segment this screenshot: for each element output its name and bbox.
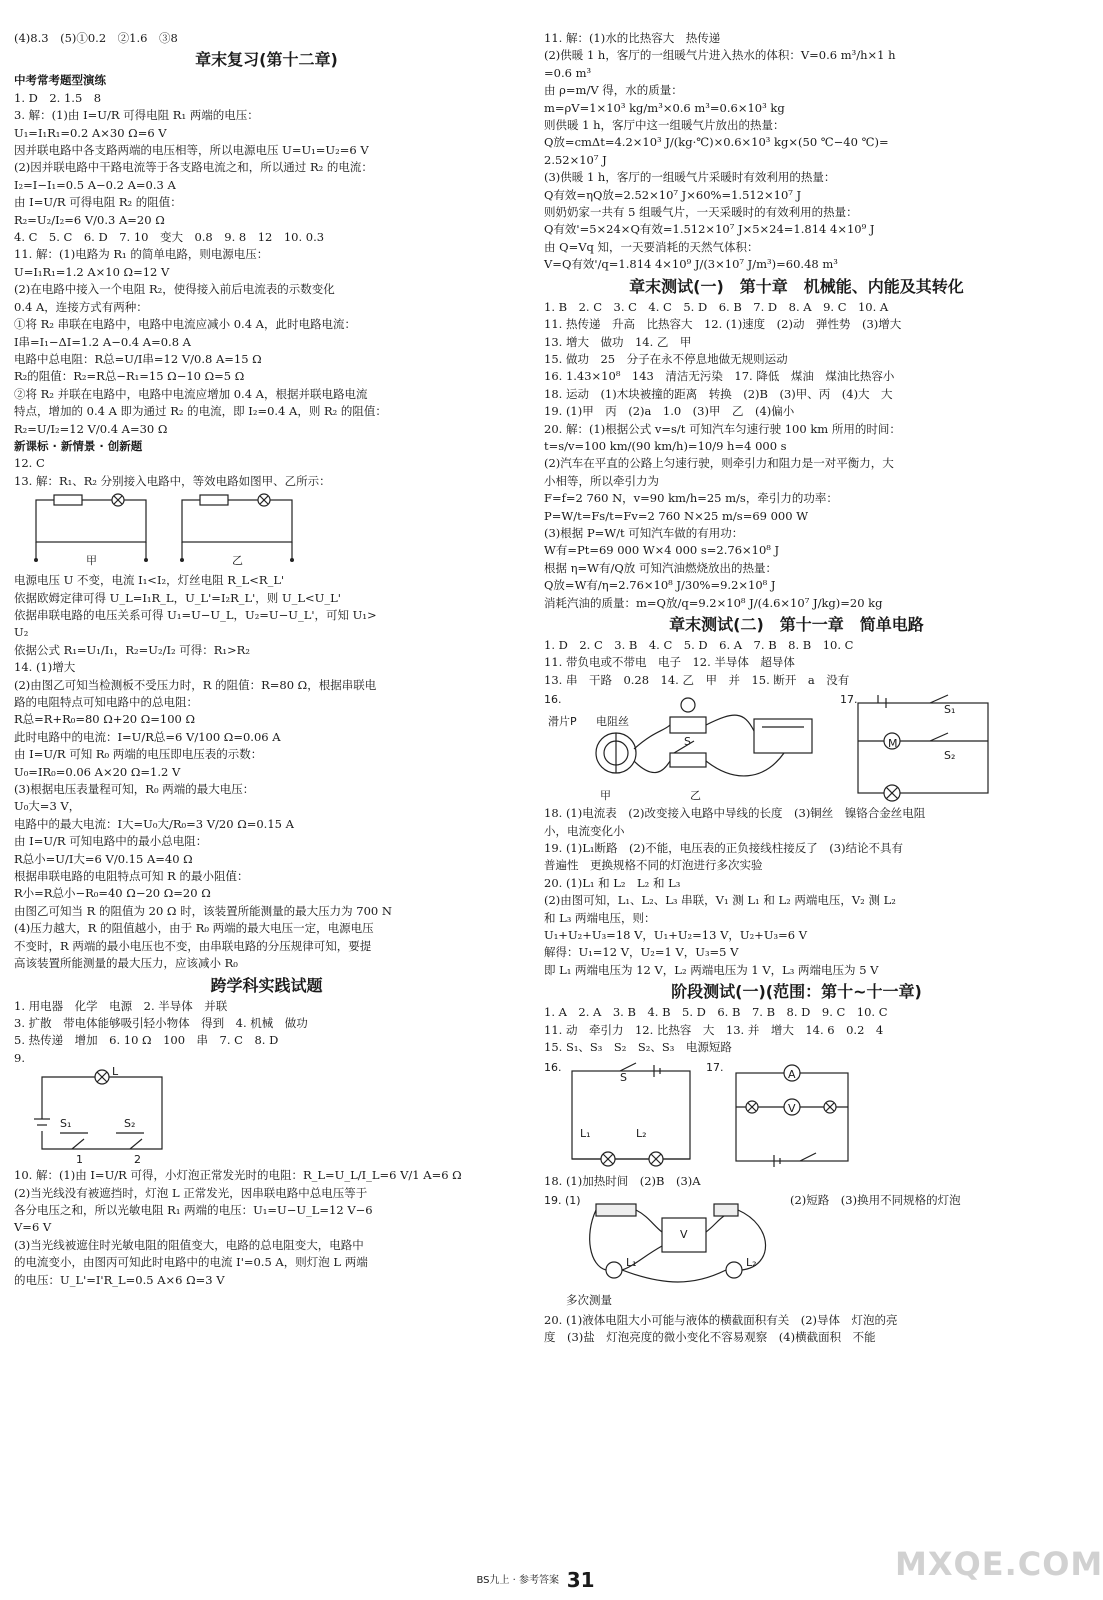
- lamp-label: L₂: [746, 1255, 757, 1269]
- answer-line: 特点，增加的 0.4 A 即为通过 R₂ 的电流，即 I₂=0.4 A，则 R₂ 的阻值：: [14, 404, 387, 419]
- figure-label-b: 乙: [690, 789, 701, 803]
- answer-line: R总小=U/I大=6 V/0.15 A=40 Ω: [14, 851, 193, 866]
- meter-label: V: [680, 1227, 688, 1241]
- question-number: 16.: [544, 693, 562, 707]
- watermark-logo: MXQE.COM: [895, 1545, 1103, 1583]
- answer-line: 度 (3)盐 灯泡亮度的微小变化不容易观察 (4)横截面积 不能: [544, 1330, 876, 1345]
- answer-block: [14, 72, 519, 490]
- meter-label: A: [788, 1067, 796, 1081]
- answer-line: t=s/v=100 km/(90 km/h)=10/9 h=4 000 s: [544, 438, 787, 453]
- answer-line: 13. 串 干路 0.28 14. 乙 甲 并 15. 断开 a 没有: [544, 672, 850, 687]
- answer-line: 路的电阻特点可知电路中的总电阻：: [14, 695, 198, 709]
- answer-line: R总=R+R₀=80 Ω+20 Ω=100 Ω: [14, 712, 196, 727]
- answer-line: U₂: [14, 625, 29, 640]
- circuit-figure-16-17: [544, 691, 1049, 803]
- answer-line: (3)根据电压表量程可知，R₀ 两端的最大电压：: [14, 782, 255, 797]
- switch-label: S₁: [944, 703, 956, 717]
- answer-line: 小，电流变化小: [544, 823, 625, 838]
- footer-text: BS九上 · 参考答案: [476, 1575, 560, 1586]
- answer-line: 普遍性 更换规格不同的灯泡进行多次实验: [544, 858, 763, 873]
- answer-line: 2.52×10⁷ J: [544, 152, 607, 167]
- answer-line: 18. (1)加热时间 (2)B (3)A: [544, 1173, 701, 1188]
- answer-line: 19. (1)甲 丙 (2)a 1.0 (3)甲 乙 (4)偏小: [544, 404, 795, 419]
- answer-line: 此时电路中的电流：I=U/R总=6 V/100 Ω=0.06 A: [14, 729, 281, 744]
- answer-line: 11. 热传递 升高 比热容大 12. (1)速度 (2)动 弹性势 (3)增大: [544, 317, 902, 332]
- answer-line: 根据串联电路的电阻特点可知 R 的最小阻值：: [14, 869, 249, 884]
- answer-block: [544, 1004, 1049, 1056]
- answer-line: I串=I₁−ΔI=1.2 A−0.4 A=0.8 A: [14, 334, 191, 349]
- answer-line: U=I₁R₁=1.2 A×10 Ω=12 V: [14, 264, 170, 279]
- answer-line: W有=Pt=69 000 W×4 000 s=2.76×10⁸ J: [544, 543, 780, 558]
- circuit-diagram: [14, 492, 314, 570]
- answer-line: U₀大=3 V，: [14, 799, 81, 814]
- circuit-figure-19: [544, 1192, 1049, 1310]
- answer-line: R小=R总小−R₀=40 Ω−20 Ω=20 Ω: [14, 886, 211, 901]
- answer-line: 和 L₃ 两端电压，则：: [544, 910, 656, 925]
- lamp-label: L₁: [580, 1126, 591, 1140]
- resistor-label: 电阻丝: [596, 715, 629, 729]
- answer-line: 14. (1)增大: [14, 660, 76, 675]
- motor-label: M: [888, 737, 898, 751]
- answer-block: [544, 637, 1049, 689]
- section-title: 章末测试(一) 第十章 机械能、内能及其转化: [629, 276, 964, 296]
- answer-line: 电路中总电阻：R总=U/I串=12 V/0.8 A=15 Ω: [14, 351, 262, 366]
- answer-line: 电源电压 U 不变，电流 I₁<I₂，灯丝电阻 R_L<R_L': [14, 573, 285, 588]
- section-title: 章末复习(第十二章): [195, 50, 338, 70]
- answer-line: 0.4 A，连接方式有两种：: [14, 299, 148, 314]
- answer-line: (3)当光线被遮住时光敏电阻的阻值变大，电路的总电阻变大，电路中: [14, 1237, 364, 1252]
- circuit-diagram: [568, 1065, 698, 1169]
- answer-line: (4)压力越大，R 的阻值越小，由于 R₀ 两端的最大电压一定，电源电压: [14, 921, 374, 936]
- answer-line: U₀=IR₀=0.06 A×20 Ω=1.2 V: [14, 764, 181, 779]
- answer-line: (2)在电路中接入一个电阻 R₂，使得接入前后电流表的示数变化: [14, 282, 335, 297]
- answer-line: 18. (1)电流表 (2)改变接入电路中导线的长度 (3)铜丝 镍铬合金丝电阻: [544, 806, 926, 821]
- answer-line: 解得：U₁=12 V，U₂=1 V，U₃=5 V: [544, 945, 739, 960]
- answer-line: 由 I=U/R 可得电阻 R₂ 的阻值：: [14, 195, 182, 210]
- answer-line: (2)由图乙可知当检测板不受压力时，R 的阻值：R=80 Ω，根据串联电: [14, 677, 377, 692]
- answer-line: 3. 扩散 带电体能够吸引轻小物体 得到 4. 机械 做功: [14, 1015, 308, 1030]
- contact-label: 1: [76, 1153, 83, 1167]
- slider-label: 滑片P: [548, 715, 577, 729]
- answer-line: 不变时，R 两端的最小电压也不变，由串联电路的分压规律可知，要提: [14, 938, 372, 953]
- answer-line: 则奶奶家一共有 5 组暖气片，一天采暖时的有效利用的热量：: [544, 205, 858, 220]
- answer-line: 各分电压之和，所以光敏电阻 R₁ 两端的电压：U₁=U−U_L=12 V−6: [14, 1202, 373, 1217]
- answer-line: 由 I=U/R 可知电路中的最小总电阻：: [14, 834, 208, 849]
- answer-text: 多次测量: [566, 1292, 612, 1307]
- answer-line: 中考常考题型演练: [14, 73, 106, 88]
- answer-line: V=Q有效'/q=1.814 4×10⁹ J/(3×10⁷ J/m³)=60.48 m³: [544, 257, 838, 272]
- circuit-diagram: [584, 1196, 784, 1292]
- answer-line: ②将 R₂ 并联在电路中，电路中电流应增加 0.4 A，根据并联电路电流: [14, 386, 368, 401]
- answer-line: ①将 R₂ 串联在电路中，电路中电流应减小 0.4 A，此时电路电流：: [14, 317, 356, 332]
- answer-line: 16. 1.43×10⁸ 143 清洁无污染 17. 降低 煤油 煤油比热容小: [544, 369, 895, 384]
- answer-line: 10. 解：(1)由 I=U/R 可得，小灯泡正常发光时的电阻：R_L=U_L/I_L=6 V/1 A=6 Ω: [14, 1168, 462, 1183]
- answer-block: [14, 572, 519, 972]
- switch-label: S: [620, 1070, 627, 1084]
- page-number: 31: [566, 1568, 595, 1592]
- lamp-label: L₂: [636, 1126, 647, 1140]
- answer-line: Q放=cmΔt=4.2×10³ J/(kg·℃)×0.6×10³ kg×(50 ℃−40 ℃)=: [544, 135, 889, 150]
- answer-line: 5. 热传递 增加 6. 10 Ω 100 串 7. C 8. D: [14, 1033, 279, 1048]
- figure-label-a: 甲: [86, 554, 97, 568]
- answer-line: 因并联电路中各支路两端的电压相等，所以电源电压 U=U₁=U₂=6 V: [14, 143, 369, 158]
- answer-line: (3)根据 P=W/t 可知汽车做的有用功：: [544, 525, 744, 540]
- answer-line: m=ρV=1×10³ kg/m³×0.6 m³=0.6×10³ kg: [544, 100, 785, 115]
- answer-line: 11. 解：(1)电路为 R₁ 的简单电路，则电源电压：: [14, 247, 269, 262]
- answer-line: 由图乙可知当 R 的阻值为 20 Ω 时，该装置所能测量的最大压力为 700 N: [14, 903, 392, 918]
- answer-line: (3)供暖 1 h，客厅的一组暖气片采暖时有效利用的热量：: [544, 170, 836, 185]
- circuit-figure-13: [14, 492, 519, 570]
- answer-block: [14, 1167, 519, 1289]
- section-title: 跨学科实践试题: [210, 975, 323, 995]
- lamp-label: L₁: [626, 1255, 637, 1269]
- answer-line: 的电压：U_L'=I'R_L=0.5 A×6 Ω=3 V: [14, 1272, 225, 1287]
- question-number: 19. (1): [544, 1193, 581, 1207]
- answer-line: 12. C: [14, 456, 45, 471]
- answer-block: [544, 1173, 1049, 1190]
- answer-line: 依据串联电路的电压关系可得 U₁=U−U_L，U₂=U−U_L'，可知 U₁>: [14, 607, 377, 622]
- answer-line: =0.6 m³: [544, 65, 592, 80]
- answer-line: 18. 运动 (1)木块被撞的距离 转换 (2)B (3)甲、丙 (4)大 大: [544, 386, 893, 401]
- answer-line: 20. (1)L₁ 和 L₂ L₂ 和 L₃: [544, 875, 681, 890]
- question-number: 16.: [544, 1060, 562, 1074]
- question-number: 17.: [840, 693, 858, 707]
- answer-line: 由 ρ=m/V 得，水的质量：: [544, 83, 683, 98]
- answer-line: 13. 解：R₁、R₂ 分别接入电路中，等效电路如图甲、乙所示：: [14, 473, 331, 488]
- left-column: [14, 30, 519, 1289]
- answer-line: 的电流变小，由图丙可知此时电路中的电流 I'=0.5 A，则灯泡 L 两端: [14, 1255, 368, 1270]
- answer-line: 由 Q=Vq 知，一天要消耗的天然气体积：: [544, 239, 759, 254]
- answer-line: 1. B 2. C 3. C 4. C 5. D 6. B 7. D 8. A 9. C 10. A: [544, 299, 889, 314]
- answer-line: 11. 解：(1)水的比热容大 热传递: [544, 31, 721, 45]
- answer-line: 1. A 2. A 3. B 4. B 5. D 6. B 7. B 8. D 9. C 10. C: [544, 1005, 888, 1020]
- answer-line: 3. 解：(1)由 I=U/R 可得电阻 R₁ 两端的电压：: [14, 108, 259, 123]
- circuit-diagram: [584, 691, 834, 791]
- answer-line: 15. 做功 25 分子在永不停息地做无规则运动: [544, 351, 788, 366]
- section-title: 章末测试(二) 第十一章 简单电路: [669, 615, 924, 634]
- answer-line: Q放=W有/η=2.76×10⁸ J/30%=9.2×10⁸ J: [544, 578, 776, 593]
- answer-block: [544, 299, 1049, 612]
- answer-line: 15. S₁、S₃ S₂ S₂、S₃ 电源短路: [544, 1040, 732, 1055]
- figure-label-a: 甲: [600, 789, 611, 803]
- answer-line: 13. 增大 做功 14. 乙 甲: [544, 334, 692, 349]
- answer-line: (2)供暖 1 h，客厅的一组暖气片进入热水的体积：V=0.6 m³/h×1 h: [544, 48, 896, 63]
- answer-line: R₂=U/I₂=12 V/0.4 A=30 Ω: [14, 421, 168, 436]
- answer-block: [544, 30, 1049, 274]
- right-column: [544, 30, 1049, 1347]
- circuit-diagram: [848, 695, 998, 801]
- answer-line: U₁=I₁R₁=0.2 A×30 Ω=6 V: [14, 125, 167, 140]
- answer-block: [14, 998, 519, 1068]
- circuit-figure-9: [32, 1065, 519, 1167]
- answer-line: 1. D 2. C 3. B 4. C 5. D 6. A 7. B 8. B 10. C: [544, 638, 854, 652]
- answer-line: R₂的阻值：R₂=R总−R₁=15 Ω−10 Ω=5 Ω: [14, 369, 245, 384]
- answer-line: 4. C 5. C 6. D 7. 10 变大 0.8 9. 8 12 10. 0.3: [14, 230, 325, 245]
- figure-label-b: 乙: [232, 554, 243, 568]
- section-title: 阶段测试(一)(范围：第十~十一章): [671, 982, 922, 1002]
- answer-line: U₁+U₂+U₃=18 V，U₁+U₂=13 V，U₂+U₃=6 V: [544, 928, 808, 943]
- answer-line: 由 I=U/R 可知 R₀ 两端的电压即电压表的示数：: [14, 747, 263, 762]
- answer-line: 电路中的最大电流：I大=U₀大/R₀=3 V/20 Ω=0.15 A: [14, 816, 294, 831]
- answer-line: 则供暖 1 h，客厅中这一组暖气片放出的热量：: [544, 118, 785, 133]
- answer-line: (2)汽车在平直的公路上匀速行驶，则牵引力和阻力是一对平衡力，大: [544, 456, 894, 471]
- answer-line: 19. (1)L₁断路 (2)不能，电压表的正负接线柱接反了 (3)结论不具有: [544, 841, 904, 856]
- answer-line: (2)由图可知，L₁、L₂、L₃ 串联，V₁ 测 L₁ 和 L₂ 两端电压，V₂ 测 L₂: [544, 893, 896, 908]
- circuit-figure-stage-16-17: [544, 1059, 1049, 1171]
- answer-line: Q有效=ηQ放=2.52×10⁷ J×60%=1.512×10⁷ J: [544, 187, 802, 202]
- answer-line: 1. D 2. 1.5 8: [14, 90, 102, 105]
- answer-line: 1. 用电器 化学 电源 2. 半导体 并联: [14, 998, 228, 1013]
- answer-line: 9.: [14, 1050, 25, 1065]
- answer-line: 根据 η=W有/Q放 可知汽油燃烧放出的热量：: [544, 560, 777, 575]
- answer-line: 消耗汽油的质量：m=Q放/q=9.2×10⁸ J/(4.6×10⁷ J/kg)=20 kg: [544, 595, 883, 610]
- question-number: 17.: [706, 1060, 724, 1074]
- answer-line: I₂=I−I₁=0.5 A−0.2 A=0.3 A: [14, 177, 176, 192]
- answer-line: 依据公式 R₁=U₁/I₁，R₂=U₂/I₂ 可得：R₁>R₂: [14, 642, 250, 657]
- answer-line: V=6 V: [14, 1220, 52, 1235]
- answer-line: 20. 解：(1)根据公式 v=s/t 可知汽车匀速行驶 100 km 所用的时间：: [544, 421, 901, 436]
- switch-label: S₁: [60, 1117, 72, 1131]
- switch-label: S₂: [944, 749, 956, 763]
- answer-block: [544, 1312, 1049, 1347]
- answer-line: 依据欧姆定律可得 U_L=I₁R_L，U_L'=I₂R_L'，则 U_L<U_L': [14, 590, 341, 605]
- switch-label: S: [684, 735, 691, 749]
- answer-line: 20. (1)液体电阻大小可能与液体的横截面积有关 (2)导体 灯泡的亮: [544, 1312, 898, 1327]
- answer-line: 11. 动 牵引力 12. 比热容 大 13. 并 增大 14. 6 0.2 4: [544, 1022, 884, 1037]
- answer-line: F=f=2 760 N，v=90 km/h=25 m/s，牵引力的功率：: [544, 491, 838, 506]
- contact-label: 2: [134, 1153, 141, 1167]
- meter-label: V: [788, 1101, 796, 1115]
- answer-block: [544, 805, 1049, 979]
- answer-line: P=W/t=Fs/t=Fv=2 760 N×25 m/s=69 000 W: [544, 508, 809, 523]
- answer-line: 11. 带负电或不带电 电子 12. 半导体 超导体: [544, 655, 795, 670]
- lamp-label: L: [112, 1065, 119, 1079]
- answer-text: (2)短路 (3)换用不同规格的灯泡: [790, 1192, 961, 1207]
- answer-line: Q有效'=5×24×Q有效=1.512×10⁷ J×5×24=1.814 4×10⁹ J: [544, 222, 875, 237]
- answer-line: 即 L₁ 两端电压为 12 V，L₂ 两端电压为 1 V，L₃ 两端电压为 5 V: [544, 962, 879, 977]
- answer-line: R₂=U₂/I₂=6 V/0.3 A=20 Ω: [14, 212, 165, 227]
- answer-line: 新课标 · 新情景 · 创新题: [14, 438, 143, 453]
- answer-line: 小相等，所以牵引力为: [544, 473, 659, 488]
- circuit-diagram: [32, 1069, 182, 1165]
- answer-line: (2)当光线没有被遮挡时，灯泡 L 正常发光，因串联电路中总电压等于: [14, 1185, 368, 1200]
- intro-line: (4)8.3 (5)①0.2 ②1.6 ③8: [14, 31, 178, 45]
- answer-line: (2)因并联电路中干路电流等于各支路电流之和，所以通过 R₂ 的电流：: [14, 160, 373, 175]
- answer-line: 高该装置所能测量的最大压力，应该减小 R₀: [14, 956, 238, 971]
- switch-label: S₂: [124, 1117, 136, 1131]
